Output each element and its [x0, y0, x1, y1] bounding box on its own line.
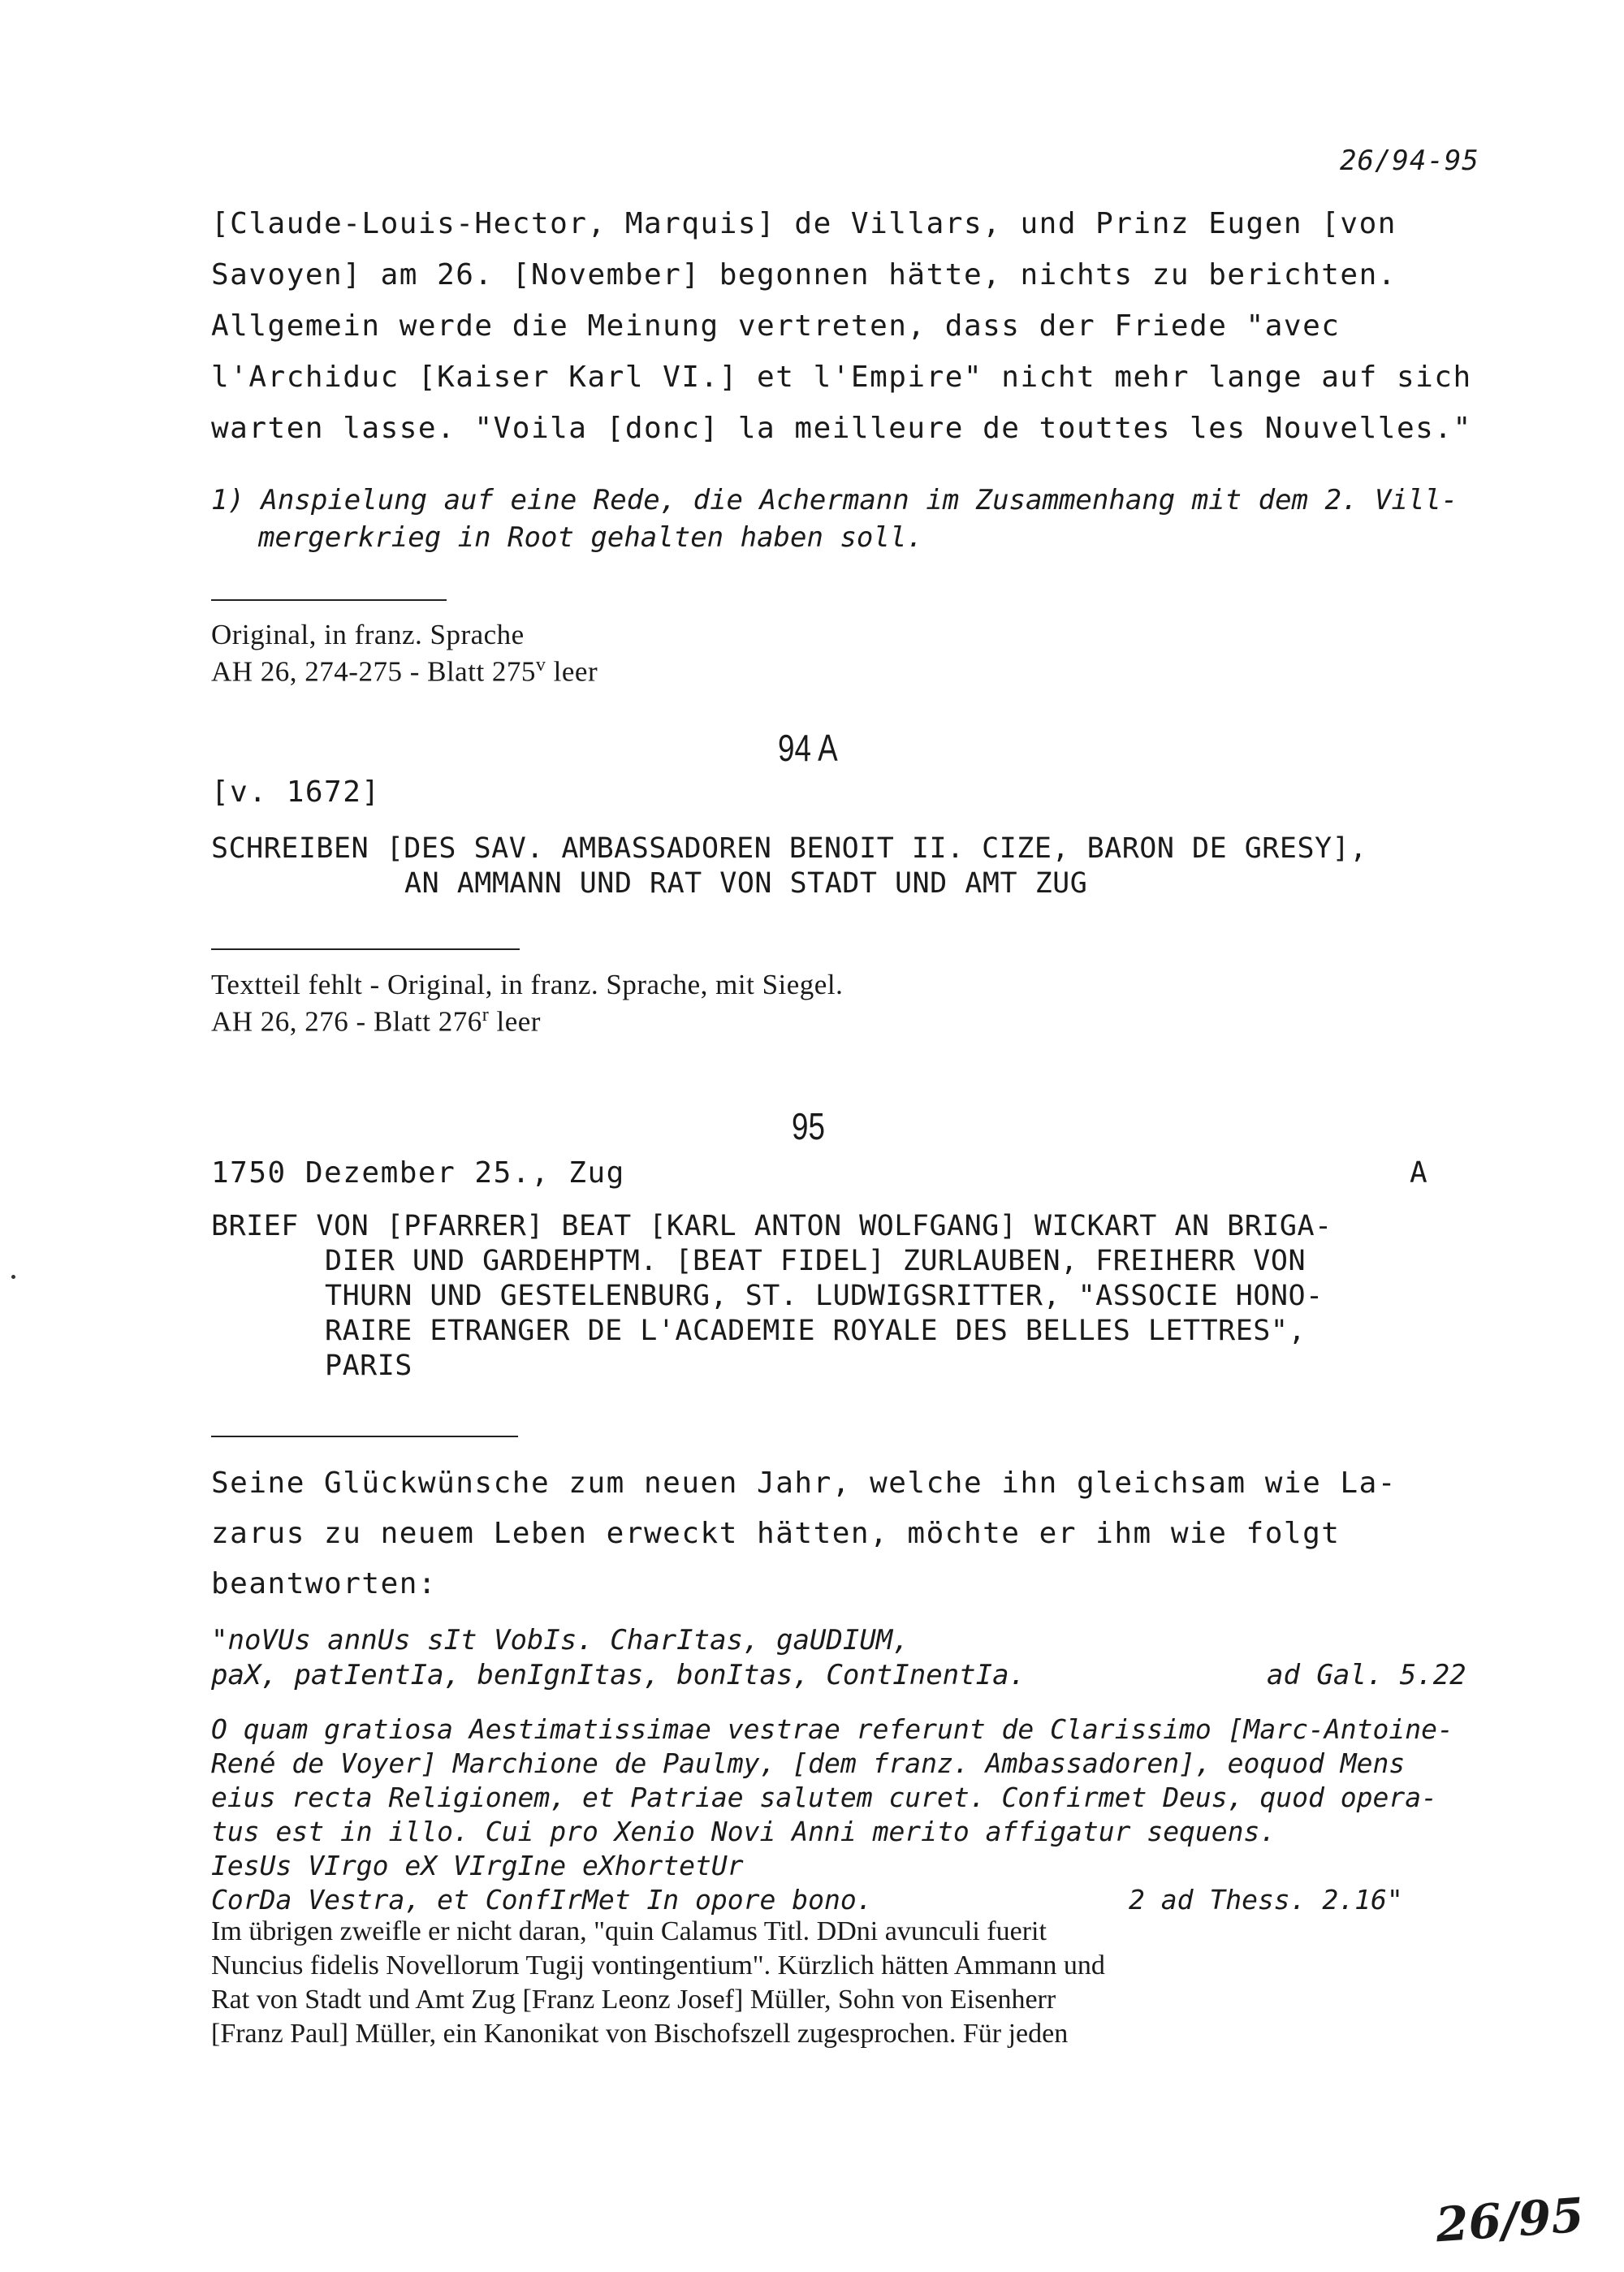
quote2-reference: 2 ad Thess. 2.16"	[1129, 1884, 1403, 1916]
quote1-line-2: paX, patIentIa, benIgnItas, bonItas, ContInentIa.	[211, 1659, 1026, 1691]
prev-source-sup: v	[535, 654, 546, 676]
closing-line-3: Rat von Stadt und Amt Zug [Franz Leonz Josef] Müller, Sohn von Eisenherr	[211, 1985, 1056, 2015]
handwritten-page-number: 26/95	[1433, 2187, 1586, 2253]
divider	[211, 599, 447, 601]
quote1-reference: ad Gal. 5.22	[1267, 1659, 1466, 1691]
doc-94a-date: [v. 1672]	[211, 775, 381, 809]
closing-line-4: [Franz Paul] Müller, ein Kanonikat von Bischofszell zugesprochen. Für jeden	[211, 2019, 1069, 2049]
prev-text-line-2: Savoyen] am 26. [November] begonnen hätte, nichts zu berichten.	[211, 258, 1397, 292]
divider	[211, 1436, 518, 1437]
divider	[211, 948, 520, 950]
prev-text-line-3: Allgemein werde die Meinung vertreten, dass der Friede "avec	[211, 309, 1341, 343]
scan-speck	[11, 1275, 15, 1279]
doc-94a-title-line-2: AN AMMANN UND RAT VON STADT UND AMT ZUG	[404, 867, 1088, 900]
doc-94a-title-line-1: SCHREIBEN [DES SAV. AMBASSADOREN BENOIT II. CIZE, BARON DE GRESY],	[211, 832, 1367, 865]
doc-94a-source-sup: r	[482, 1004, 490, 1026]
doc-95-body-line-3: beantworten:	[211, 1567, 438, 1600]
doc-95-body-line-2: zarus zu neuem Leben erweckt hätten, möchte er ihm wie folgt	[211, 1517, 1341, 1550]
doc-number-94a: 94 A	[778, 727, 838, 769]
prev-source-ref: AH 26, 274-275 - Blatt 275	[211, 655, 536, 688]
closing-line-1: Im übrigen zweifle er nicht daran, "quin Calamus Titl. DDni avunculi fuerit	[211, 1916, 1047, 1946]
doc-95-body-line-1: Seine Glückwünsche zum neuen Jahr, welche ihn gleichsam wie La-	[211, 1466, 1397, 1500]
doc-94a-source-ref: AH 26, 276 - Blatt 276	[211, 1005, 482, 1038]
prev-text-line-5: warten lasse. "Voila [donc] la meilleure de touttes les Nouvelles."	[211, 412, 1472, 445]
doc-95-title-line-5: PARIS	[325, 1350, 412, 1382]
doc-95-title-line-1: BRIEF VON [PFARRER] BEAT [KARL ANTON WOLFGANG] WICKART AN BRIGA-	[211, 1210, 1332, 1242]
quote2-line-3: eius recta Religionem, et Patriae salutem curet. Confirmet Deus, quod opera-	[211, 1782, 1437, 1813]
doc-95-date: 1750 Dezember 25., Zug	[211, 1156, 625, 1190]
prev-source-line-1: Original, in franz. Sprache	[211, 619, 525, 650]
quote2-line-2: René de Voyer] Marchione de Paulmy, [dem franz. Ambassadoren], eoquod Mens	[211, 1747, 1406, 1779]
quote2-line-5: IesUs VIrgo eX VIrgIne eXhortetUr	[211, 1850, 744, 1881]
closing-line-2: Nuncius fidelis Novellorum Tugij vontingentium". Kürzlich hätten Ammann und	[211, 1950, 1105, 1980]
quote2-line-4: tus est in illo. Cui pro Xenio Novi Anni merito affigatur sequens.	[211, 1816, 1276, 1847]
prev-text-line-1: [Claude-Louis-Hector, Marquis] de Villars, und Prinz Eugen [von	[211, 207, 1397, 240]
doc-95-title-line-3: THURN UND GESTELENBURG, ST. LUDWIGSRITTER, "ASSOCIE HONO-	[325, 1280, 1324, 1312]
doc-95-marker: A	[1410, 1156, 1429, 1190]
doc-94a-source-leer: leer	[496, 1005, 541, 1038]
quote2-line-6: CorDa Vestra, et ConfIrMet In opore bono.	[211, 1884, 873, 1916]
prev-text-line-4: l'Archiduc [Kaiser Karl VI.] et l'Empire" nicht mehr lange auf sich	[211, 361, 1472, 394]
doc-95-title-line-2: DIER UND GARDEHPTM. [BEAT FIDEL] ZURLAUBEN, FREIHERR VON	[325, 1245, 1307, 1277]
quote1-line-1: "noVUs annUs sIt VobIs. CharItas, gaUDIUM,	[211, 1624, 909, 1656]
page-reference: 26/94-95	[1340, 145, 1479, 177]
prev-source-leer: leer	[553, 655, 598, 688]
footnote-line-1: 1) Anspielung auf eine Rede, die Achermann im Zusammenhang mit dem 2. Vill-	[211, 484, 1458, 516]
footnote-line-2: mergerkrieg in Root gehalten haben soll.	[258, 521, 923, 554]
doc-95-title-line-4: RAIRE ETRANGER DE L'ACADEMIE ROYALE DES BELLES LETTRES",	[325, 1315, 1307, 1347]
doc-94a-source-line-2	[211, 1004, 541, 1039]
doc-94a-source-line-1: Textteil fehlt - Original, in franz. Sprache, mit Siegel.	[211, 969, 844, 1000]
doc-number-95: 95	[792, 1105, 825, 1147]
prev-source-line-2	[211, 654, 598, 689]
quote2-line-1: O quam gratiosa Aestimatissimae vestrae referunt de Clarissimo [Marc-Antoine-	[211, 1713, 1453, 1745]
